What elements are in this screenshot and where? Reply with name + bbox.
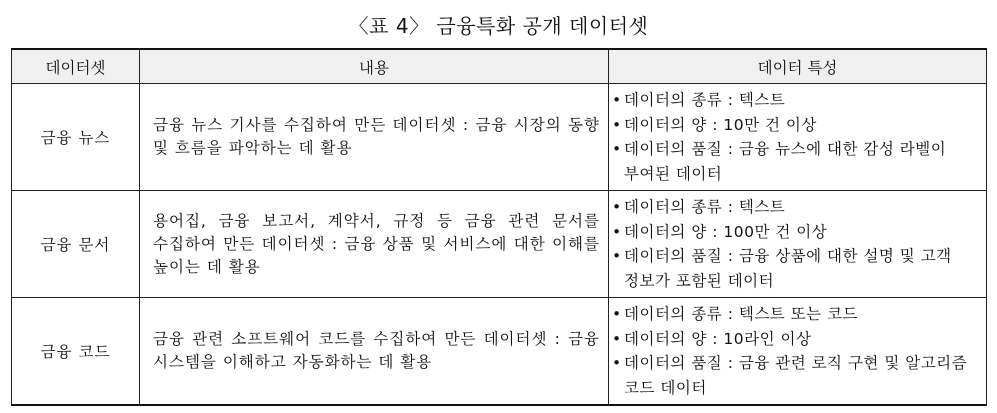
feature-item: • 데이터의 종류 : 텍스트 [611, 195, 980, 220]
dataset-features [609, 191, 987, 298]
dataset-content: 금융 뉴스 기사를 수집하여 만든 데이터셋 : 금융 시장의 동향 및 흐름을 파악하는 데 활용 [140, 84, 609, 191]
table-row [12, 298, 987, 406]
feature-list [611, 302, 980, 400]
table-header-row [12, 49, 987, 84]
dataset-table [11, 48, 987, 406]
dataset-features [609, 298, 987, 406]
dataset-content: 금융 관련 소프트웨어 코드를 수집하여 만든 데이터셋 : 금융 시스템을 이해하고 자동화하는 데 활용 [140, 298, 609, 406]
feature-list [611, 88, 980, 186]
dataset-name: 금융 코드 [12, 298, 140, 406]
header-dataset: 데이터셋 [12, 49, 140, 84]
feature-item: • 데이터의 품질 : 금융 상품에 대한 설명 및 고객 정보가 포함된 데이터 [611, 244, 980, 293]
header-content: 내용 [140, 49, 609, 84]
dataset-name: 금융 뉴스 [12, 84, 140, 191]
feature-list [611, 195, 980, 293]
feature-item: • 데이터의 품질 : 금융 뉴스에 대한 감성 라벨이 부여된 데이터 [611, 137, 980, 186]
feature-item: • 데이터의 종류 : 텍스트 또는 코드 [611, 302, 980, 327]
feature-item: • 데이터의 품질 : 금융 관련 로직 구현 및 알고리즘 코드 데이터 [611, 351, 980, 400]
feature-item: • 데이터의 양 : 10만 건 이상 [611, 113, 980, 138]
table-row [12, 84, 987, 191]
table-caption: 〈표 4〉 금융특화 공개 데이터셋 [348, 14, 649, 38]
feature-item: • 데이터의 종류 : 텍스트 [611, 88, 980, 113]
table-row [12, 191, 987, 298]
feature-item: • 데이터의 양 : 100만 건 이상 [611, 220, 980, 245]
dataset-content: 용어집, 금융 보고서, 계약서, 규정 등 금융 관련 문서를 수집하여 만든 데이터셋 : 금융 상품 및 서비스에 대한 이해를 높이는 데 활용 [140, 191, 609, 298]
header-features: 데이터 특성 [609, 49, 987, 84]
dataset-name: 금융 문서 [12, 191, 140, 298]
dataset-features [609, 84, 987, 191]
feature-item: • 데이터의 양 : 10라인 이상 [611, 327, 980, 352]
